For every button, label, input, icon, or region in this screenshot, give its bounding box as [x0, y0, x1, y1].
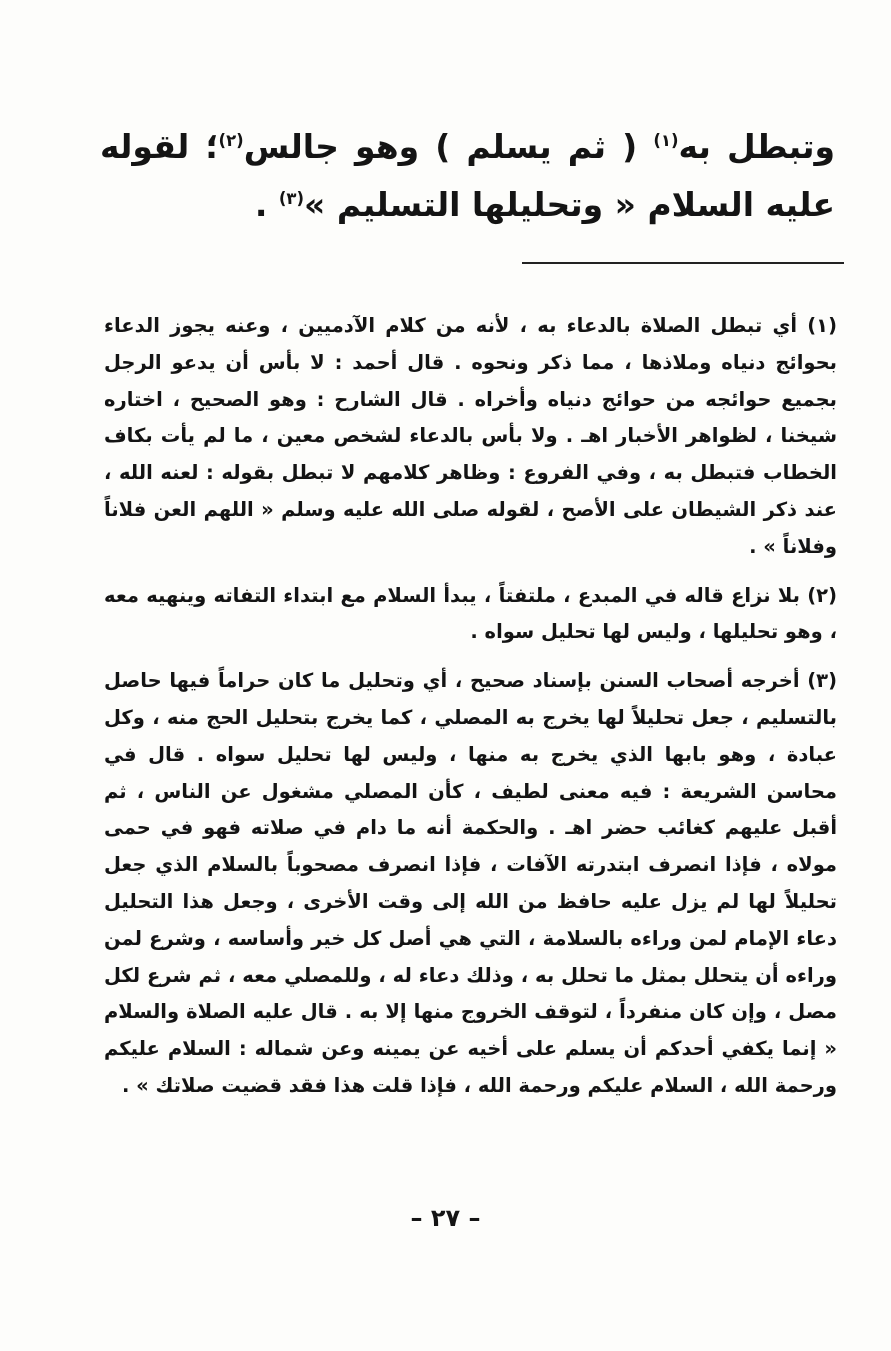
main-text-part: ( ثم يسلم ) وهو جالس: [243, 127, 654, 166]
footnote-number: (٢): [807, 583, 837, 607]
main-text-part: ؛ لقوله عليه السلام « وتحليلها التسليم »: [100, 127, 835, 224]
footnote-2: [104, 578, 837, 652]
page-number: – ٢٧ –: [410, 1204, 481, 1232]
footnote-text: بلا نزاع قاله في المبدع ، ملتفتاً ، يبدأ السلام مع ابتداء التفاته وينهيه معه ، وهو تحليلها ، وليس لها تحليل سواه .: [104, 583, 837, 644]
main-text-part: وتبطل به: [678, 127, 835, 166]
footnote-3: [104, 663, 837, 1105]
footnote-number: (١): [807, 314, 837, 337]
footnote-ref-1: (١): [653, 131, 679, 150]
footnote-text: أخرجه أصحاب السنن بإسناد صحيح ، أي وتحليل ما كان حراماً فيها حاصل بالتسليم ، جعل تحليلاً لها يخرج به المصلي ، كما يخرج بتحليل الحج منه ، وكل عبادة ، وهو بابها الذي يخرج به منها ، وليس لها تحليل سواه . قال في محاسن الشريعة : فيه معنى لطيف ، كأن المصلي مشغول عن الناس ، ثم أقبل عليهم كغائب حضر اهـ . والحكمة أنه ما دام في صلاته فهو في حمى مولاه ، فإذا انصرف ابتدرته الآفات ، فإذا انصرف مصحوباً بالسلام الذي جعل تحليلاً لها لم يزل عليه حافظ من الله إلى وقت الأخرى ، وجعل هذا التحليل دعاء الإمام لمن وراءه بالسلامة ، التي هي أصل كل خير وأساسه ، وشرع لمن وراءه أن يتحلل بمثل ما تحلل به ، وذلك دعاء له ، وللمصلي معه ، ثم شرع لكل مصل ، وإن كان منفرداً ، لتوقف الخروج منها إلا به . قال عليه الصلاة والسلام « إنما يكفي أحدكم أن يسلم على أخيه عن يمينه وعن شماله : السلام عليكم ورحمة الله ، السلام عليكم ورحمة الله ، فإذا قلت هذا فقد قضيت صلاتك » .: [104, 669, 837, 1097]
main-text-block: [100, 118, 835, 234]
footnote-ref-3: (٣): [278, 189, 305, 208]
footnote-number: (٣): [807, 669, 837, 693]
footnote-ref-2: (٢): [218, 131, 244, 150]
footnote-divider: [522, 262, 844, 264]
footnote-text: أي تبطل الصلاة بالدعاء به ، لأنه من كلام الآدميين ، وعنه يجوز الدعاء بحوائج دنياه وملاذها ، مما ذكر ونحوه . قال أحمد : لا بأس أن يدعو الرجل بجميع حوائجه من حوائج دنياه وأخراه . قال الشارح : وهو الصحيح ، اختاره شيخنا ، لظواهر الأخبار اهـ . ولا بأس بالدعاء لشخص معين ، ما لم يأت بكاف الخطاب فتبطل به ، وفي الفروع : وظاهر كلامهم لا تبطل بقوله : لعنه الله ، عند ذكر الشيطان على الأصح ، لقوله صلى الله عليه وسلم « اللهم العن فلاناً وفلاناً » .: [104, 314, 837, 558]
footnote-1: [104, 308, 837, 566]
footnotes-section: [104, 308, 837, 1117]
main-text-part: .: [254, 185, 279, 224]
